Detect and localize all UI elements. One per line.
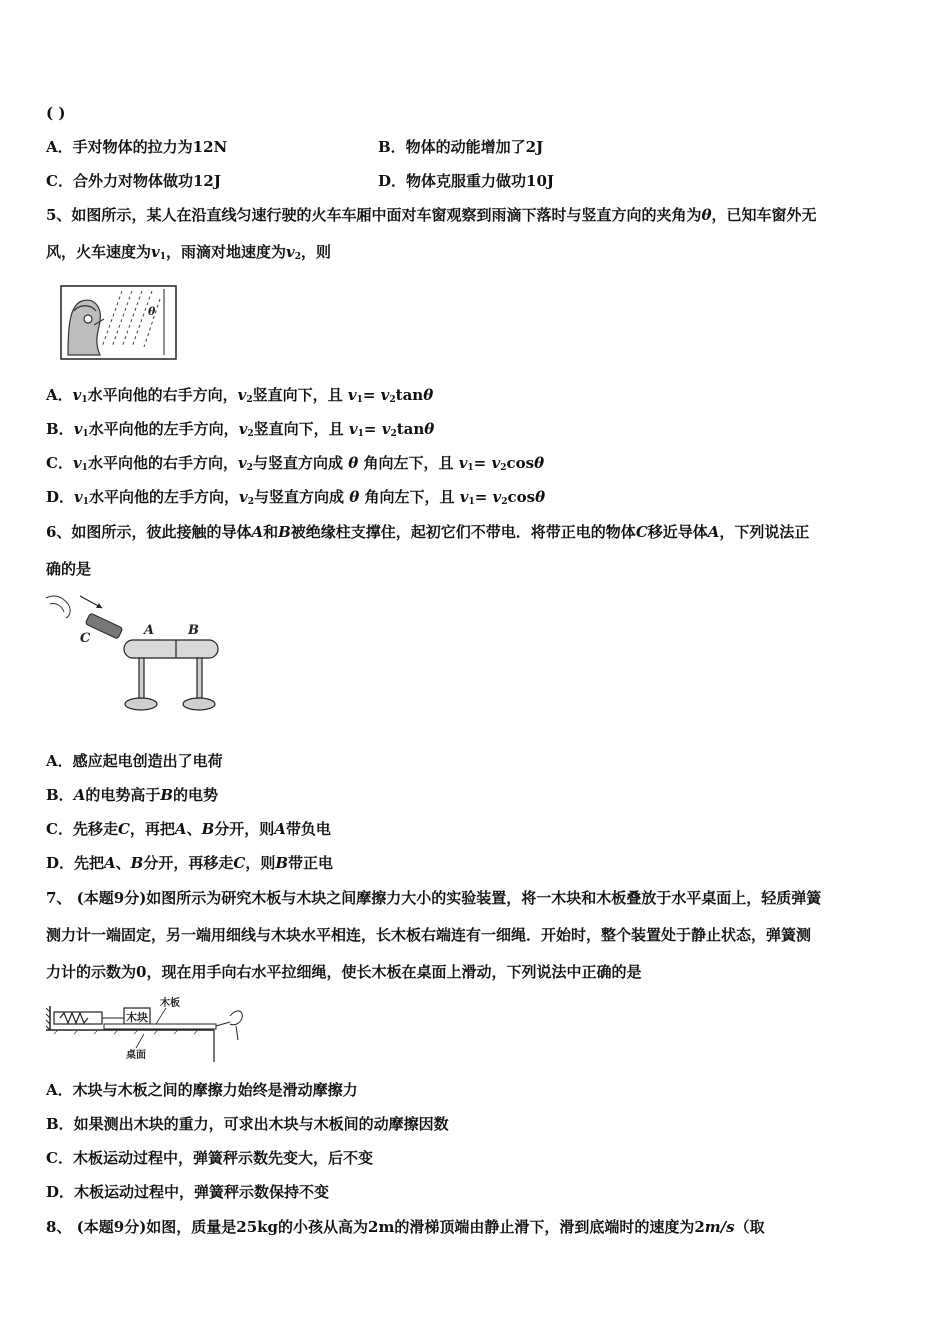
q5-option-b: B．$v_1$水平向他的左手方向，$v_2$竖直向下，且 $v_1= v_2\tan\theta$: [46, 420, 435, 439]
fig-theta-label: θ: [148, 305, 156, 318]
q5-option-d: D．$v_1$水平向他的左手方向，$v_2$与竖直方向成 θ 角向左下，且 $v_1= v_2\cos\theta$: [46, 488, 546, 507]
long-board: [104, 1024, 216, 1029]
conductor-figure: [44, 590, 224, 718]
q4-option-a: A．手对物体的拉力为12N: [46, 138, 228, 156]
q7-stem-line1: 7、 (本题9分)如图所示为研究木板与木块之间摩擦力大小的实验装置，将一木块和木板叠放于水平桌面上，轻质弹簧: [46, 889, 822, 907]
friction-apparatus-figure: [44, 996, 250, 1064]
q6-option-b: B．A的电势高于B的电势: [46, 786, 219, 804]
q4-option-b: B．物体的动能增加了2J: [378, 138, 544, 156]
charged-rod-c: [85, 613, 123, 639]
fig-label-b: B: [188, 623, 199, 638]
q6-stem-line2: 确的是: [46, 560, 92, 578]
q6-option-c: C．先移走C，再把A、B分开，则A带负电: [46, 820, 331, 838]
q7-option-c: C．木板运动过程中，弹簧秤示数先变大，后不变: [46, 1149, 373, 1167]
fig-label-a: A: [144, 623, 155, 638]
q4-option-d: D．物体克服重力做功10J: [378, 172, 554, 190]
insulating-stands: [125, 658, 215, 710]
q5-option-a: A．$v_1$水平向他的右手方向，$v_2$竖直向下，且 $v_1= v_2\tan\theta$: [46, 386, 434, 405]
fig-label-table: 桌面: [126, 1050, 146, 1061]
q6-stem-line1: 6、如图所示，彼此接触的导体A和B被绝缘柱支撑住，起初它们不带电．将带正电的物体C移近导体A，下列说法正: [46, 523, 810, 541]
train-window-figure: [60, 285, 178, 361]
q7-option-a: A．木块与木板之间的摩擦力始终是滑动摩擦力: [46, 1081, 358, 1099]
pulling-hand: [230, 1011, 242, 1040]
q5-option-c: C．$v_1$水平向他的右手方向，$v_2$与竖直方向成 θ 角向左下，且 $v_1= v_2\cos\theta$: [46, 454, 545, 473]
q7-option-b: B．如果测出木块的重力，可求出木块与木板间的动摩擦因数: [46, 1115, 449, 1133]
q7-option-d: D．木板运动过程中，弹簧秤示数保持不变: [46, 1183, 330, 1201]
fig-label-block: 木块: [126, 1011, 148, 1024]
q7-stem-line3: 力计的示数为0，现在用手向右水平拉细绳，使长木板在桌面上滑动，下列说法中正确的是: [46, 963, 642, 981]
q4-option-c: C．合外力对物体做功12J: [46, 172, 221, 190]
q4-stem-tail: ( ): [46, 104, 66, 122]
person-silhouette: [68, 300, 104, 355]
fig-label-c: C: [80, 631, 91, 646]
hand-sketch: [46, 596, 70, 618]
q5-stem-line1: 5、如图所示，某人在沿直线匀速行驶的火车车厢中面对车窗观察到雨滴下落时与竖直方向的夹角为θ，已知车窗外无: [46, 206, 817, 224]
q8-stem-line1: 8、 (本题9分)如图，质量是25kg的小孩从高为2m的滑梯顶端由静止滑下，滑到底端时的速度为2m/s（取: [46, 1218, 765, 1236]
q7-stem-line2: 测力计一端固定，另一端用细线与木块水平相连，长木板右端连有一细绳．开始时，整个装置处于静止状态，弹簧测: [46, 926, 812, 944]
q6-option-a: A．感应起电创造出了电荷: [46, 752, 223, 770]
fig-label-board: 木板: [160, 998, 180, 1009]
rain-streaks: [102, 291, 160, 347]
spring-scale: [54, 1012, 102, 1024]
conductors-ab: [124, 640, 218, 658]
q5-stem-line2: 风，火车速度为$v_1$，雨滴对地速度为$v_2$，则: [46, 243, 332, 262]
q6-option-d: D．先把A、B分开，再移走C，则B带正电: [46, 854, 334, 872]
